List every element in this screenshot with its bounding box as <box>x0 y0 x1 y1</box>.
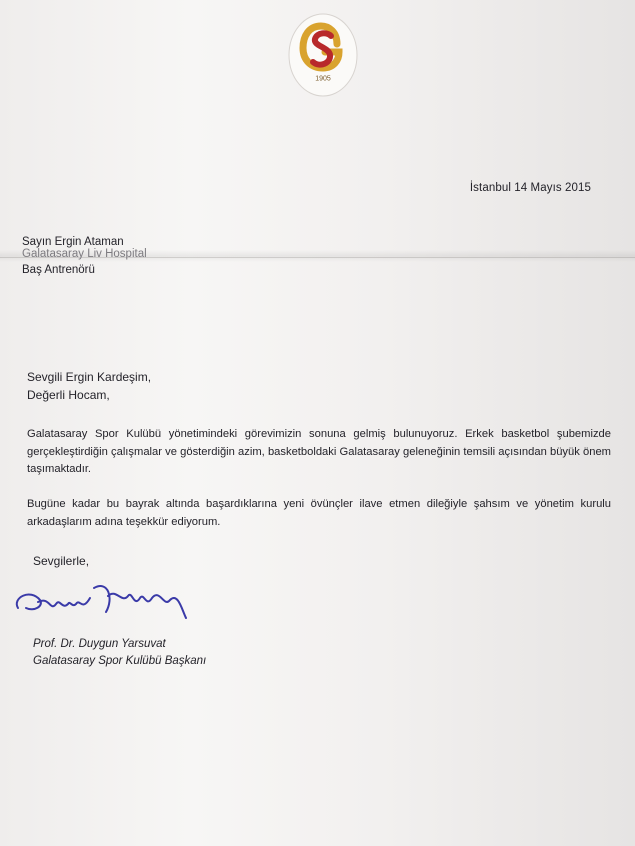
recipient-block <box>22 233 147 279</box>
recipient-title: Baş Antrenörü <box>22 264 95 276</box>
body-paragraph-1: Galatasaray Spor Kulübü yönetimindeki görevimizin sonuna gelmiş bulunuyoruz. Erkek basketbol şubemizde gerçekleştirdiğin çalışmalar ve gösterdiğin azim, basketboldaki Galatasaray geleneğinin temsili açısından büyük önem taşımaktadır. <box>27 428 611 475</box>
body-paragraph-2: Bugüne kadar bu bayrak altında başardıklarına yeni övünçler ilave etmen dileğiyle şahsım ve yönetim kurulu arkadaşlarım adına teşekkür ediyorum. <box>27 498 611 528</box>
galatasaray-emblem-icon <box>287 12 359 98</box>
signer-title: Galatasaray Spor Kulübü Başkanı <box>33 655 207 667</box>
signer-block <box>33 636 206 670</box>
letter-date: İstanbul 14 Mayıs 2015 <box>469 182 591 194</box>
signer-name: Prof. Dr. Duygun Yarsuvat <box>33 638 166 650</box>
closing: Sevgilerle, <box>33 554 90 568</box>
recipient-name: Sayın Ergin Ataman <box>22 236 124 248</box>
recipient-organization: Galatasaray Liv Hospital <box>22 248 147 260</box>
handwritten-signature <box>10 568 195 628</box>
salutation <box>27 368 151 404</box>
svg-text:1905: 1905 <box>315 75 331 83</box>
salutation-line-1: Sevgili Ergin Kardeşim, <box>27 370 152 384</box>
salutation-line-2: Değerli Hocam, <box>27 388 110 402</box>
